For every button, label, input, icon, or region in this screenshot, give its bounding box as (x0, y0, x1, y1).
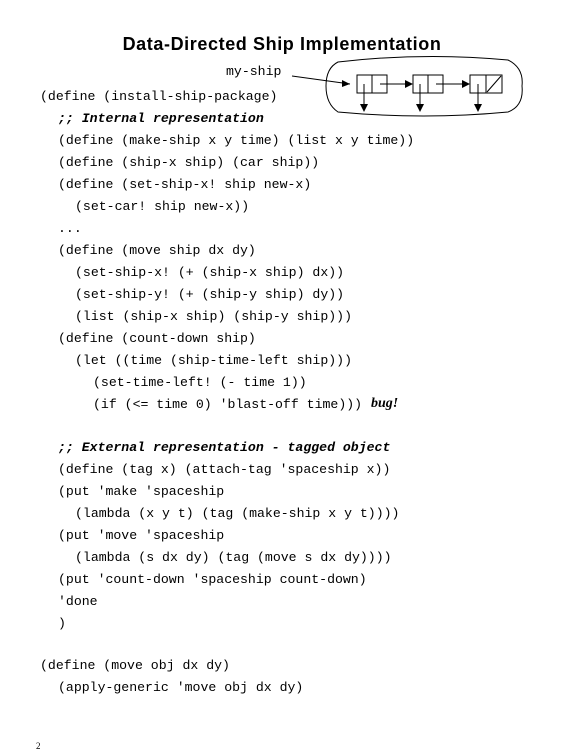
code-line: (if (<= time 0) 'blast-off time))) (93, 397, 363, 412)
car-arrow-3 (474, 104, 482, 112)
code-line: (put 'count-down 'spaceship count-down) (58, 572, 367, 587)
my-ship-pointer-arrow (292, 76, 350, 84)
comment-external: ;; External representation - tagged object (58, 440, 391, 455)
code-line: (put 'make 'spaceship (58, 484, 225, 499)
ellipsis: ... (58, 221, 82, 236)
page-title: Data-Directed Ship Implementation (122, 34, 442, 54)
code-line: (let ((time (ship-time-left ship))) (75, 353, 352, 368)
code-line: (set-ship-y! (+ (ship-y ship) dy)) (75, 287, 345, 302)
code-line: (define (make-ship x y time) (list x y time)) (58, 133, 415, 148)
code-line: ) (58, 616, 66, 631)
code-line: (set-ship-x! (+ (ship-x ship) dx)) (75, 265, 345, 280)
code-line: (put 'move 'spaceship (58, 528, 225, 543)
code-line: (define (count-down ship) (58, 331, 256, 346)
code-line: (define (install-ship-package) (40, 89, 278, 104)
car-arrow-2 (416, 104, 424, 112)
code-line: (define (tag x) (attach-tag 'spaceship x)) (58, 462, 391, 477)
code-line: (lambda (x y t) (tag (make-ship x y t)))) (75, 506, 400, 521)
code-line: (set-car! ship new-x)) (75, 199, 250, 214)
car-arrow-1 (360, 104, 368, 112)
code-line: (set-time-left! (- time 1)) (93, 375, 307, 390)
code-line: (define (move ship dx dy) (58, 243, 256, 258)
cdr-arrow-2 (462, 80, 470, 88)
cdr-arrow-1 (405, 80, 413, 88)
code-line: (define (set-ship-x! ship new-x) (58, 177, 312, 192)
code-line: (list (ship-x ship) (ship-y ship))) (75, 309, 352, 324)
code-line: (lambda (s dx dy) (tag (move s dx dy)))) (75, 550, 392, 565)
code-line: 'done (58, 594, 98, 609)
bug-annotation: bug! (371, 396, 399, 411)
code-line: (apply-generic 'move obj dx dy) (58, 680, 304, 695)
code-line: (define (move obj dx dy) (40, 658, 230, 673)
comment-internal: ;; Internal representation (58, 111, 264, 126)
my-ship-label: my-ship (226, 64, 282, 79)
code-line: (define (ship-x ship) (car ship)) (58, 155, 320, 170)
page-number: 2 (36, 741, 41, 751)
